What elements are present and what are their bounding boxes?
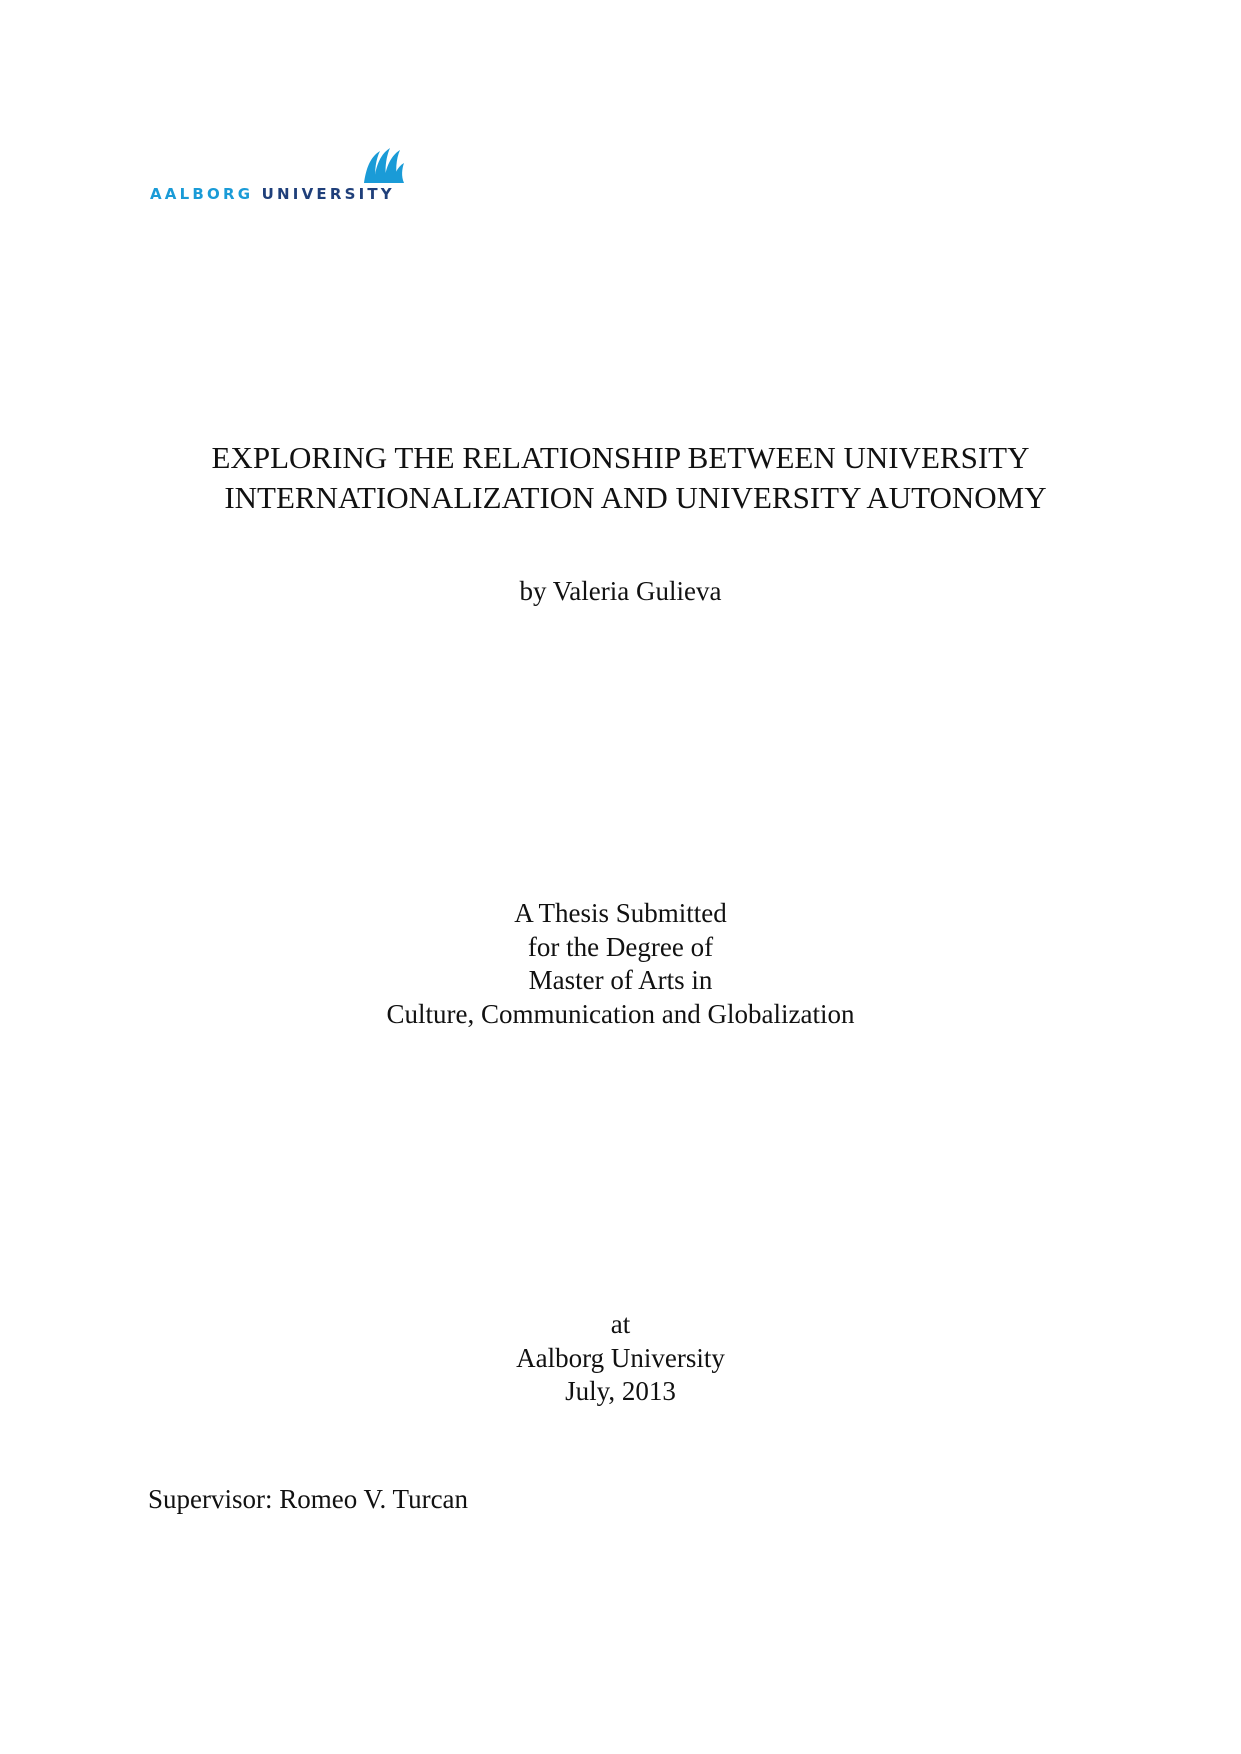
degree-line-4: Culture, Communication and Globalization — [386, 998, 855, 1029]
logo-wordmark — [150, 185, 395, 203]
logo-word-university: UNIVERSITY — [261, 185, 395, 203]
degree-line-3: Master of Arts in — [528, 965, 713, 995]
aalborg-waves-logo-icon — [360, 145, 406, 185]
title-line-2: INTERNATIONALIZATION AND UNIVERSITY AUTONOMY — [224, 480, 1047, 515]
degree-line-1: A Thesis Submitted — [514, 898, 727, 928]
university-logo — [150, 145, 440, 205]
degree-line-2: for the Degree of — [527, 931, 714, 962]
author-line: by Valeria Gulieva — [519, 576, 722, 606]
institution-line-3: July, 2013 — [565, 1376, 676, 1406]
logo-word-aalborg: AALBORG — [150, 185, 254, 203]
degree-statement — [0, 897, 1241, 1031]
supervisor-line: Supervisor: Romeo V. Turcan — [148, 1484, 469, 1514]
institution-date — [0, 1308, 1241, 1409]
thesis-title — [0, 438, 1241, 518]
institution-line-1: at — [610, 1309, 631, 1339]
title-line-1: EXPLORING THE RELATIONSHIP BETWEEN UNIVERSITY — [211, 440, 1030, 475]
institution-line-2: Aalborg University — [516, 1342, 725, 1373]
